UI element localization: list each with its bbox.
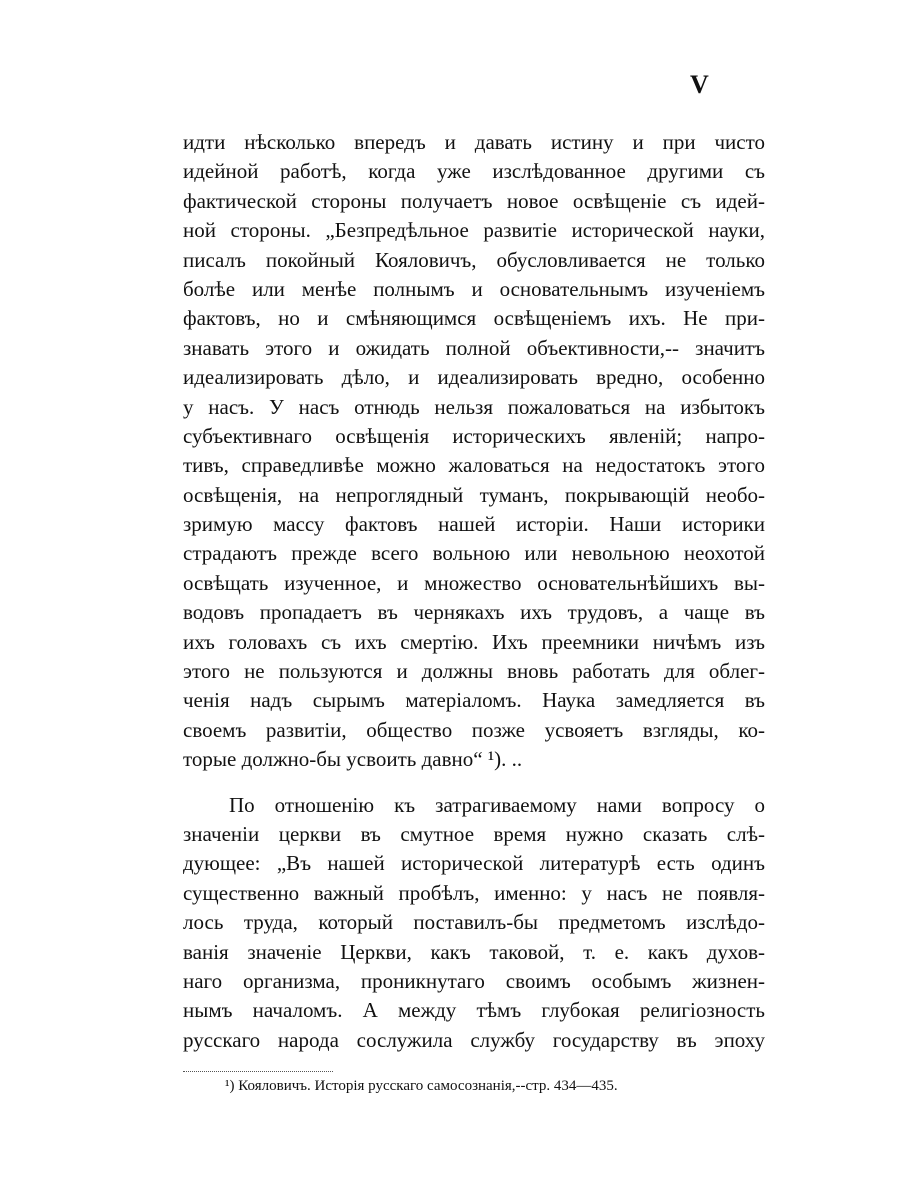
text-line: По отношенію къ затрагиваемому нами вопросу о xyxy=(229,792,765,817)
text-line: ванія значеніе Церкви, какъ таковой, т. е. какъ духов- xyxy=(183,939,765,964)
text-line: наго организма, проникнутаго своимъ особымъ жизнен- xyxy=(183,968,765,993)
text-line: дующее: „Въ нашей исторической литературѣ есть одинъ xyxy=(183,851,765,876)
text-line: знавать этого и ожидать полной объективности,-- значитъ xyxy=(183,335,765,360)
footnote-divider xyxy=(183,1071,333,1072)
text-line: освѣщать изученное, и множество основательнѣйшихъ вы- xyxy=(183,570,765,595)
text-line: писалъ покойный Кояловичъ, обусловливается не только xyxy=(183,247,765,272)
page-number: V xyxy=(690,70,709,99)
text-line: идеализировать дѣло, и идеализировать вредно, особенно xyxy=(183,365,765,390)
footnote-text: Кояловичъ. Исторія русскаго самосознанія,--стр. 434—435. xyxy=(238,1078,618,1094)
paragraph-1 xyxy=(183,128,765,775)
text-line: освѣщенія, на непроглядный туманъ, покрывающій необо- xyxy=(183,482,765,507)
text-line: нымъ началомъ. А между тѣмъ глубокая религіозность xyxy=(183,998,765,1023)
text-line: идейной работѣ, когда уже изслѣдованное другими съ xyxy=(183,159,765,184)
text-line: фактовъ, но и смѣняющимся освѣщеніемъ ихъ. Не при- xyxy=(183,306,765,331)
text-line: ченія надъ сырымъ матеріаломъ. Наука замедляется въ xyxy=(183,688,765,713)
footnote-marker: ¹) xyxy=(225,1078,235,1094)
paragraph-gap xyxy=(183,775,765,791)
text-line: лось труда, который поставилъ-бы предметомъ изслѣдо- xyxy=(183,910,765,935)
text-line: торые должно-бы усвоить давно“ ¹). .. xyxy=(183,747,523,772)
text-line: болѣе или менѣе полнымъ и основательнымъ изученіемъ xyxy=(183,276,765,301)
text-line: у насъ. У насъ отнюдь нельзя пожаловаться на избытокъ xyxy=(183,394,765,419)
text-line: ихъ головахъ съ ихъ смертію. Ихъ преемники ничѣмъ изъ xyxy=(183,629,765,654)
text-line: этого не пользуются и должны вновь работать для облег- xyxy=(183,659,765,684)
body-text xyxy=(183,128,765,1055)
text-line: ной стороны. „Безпредѣльное развитіе исторической науки, xyxy=(183,218,765,243)
text-line: идти нѣсколько впередъ и давать истину и при чисто xyxy=(183,130,765,154)
text-line: тивъ, справедливѣе можно жаловаться на недостатокъ этого xyxy=(183,453,765,478)
text-line: значеніи церкви въ смутное время нужно сказать слѣ- xyxy=(183,821,765,846)
text-line: фактической стороны получаетъ новое освѣщеніе съ идей- xyxy=(183,188,765,213)
text-line: субъективнаго освѣщенія историческихъ явленій; напро- xyxy=(183,423,765,448)
text-line: своемъ развитіи, общество позже усвояетъ взгляды, ко- xyxy=(183,717,765,742)
text-line: русскаго народа сослужила службу государству въ эпоху xyxy=(183,1027,765,1052)
text-line: водовъ пропадаетъ въ чернякахъ ихъ трудовъ, а чаще въ xyxy=(183,600,765,625)
footnote xyxy=(225,1076,765,1096)
text-line: зримую массу фактовъ нашей исторіи. Наши историки xyxy=(183,512,765,537)
paragraph-2 xyxy=(183,791,765,1056)
text-line: существенно важный пробѣлъ, именно: у насъ не появля- xyxy=(183,880,765,905)
text-line: страдаютъ прежде всего вольною или невольною неохотой xyxy=(183,541,765,566)
